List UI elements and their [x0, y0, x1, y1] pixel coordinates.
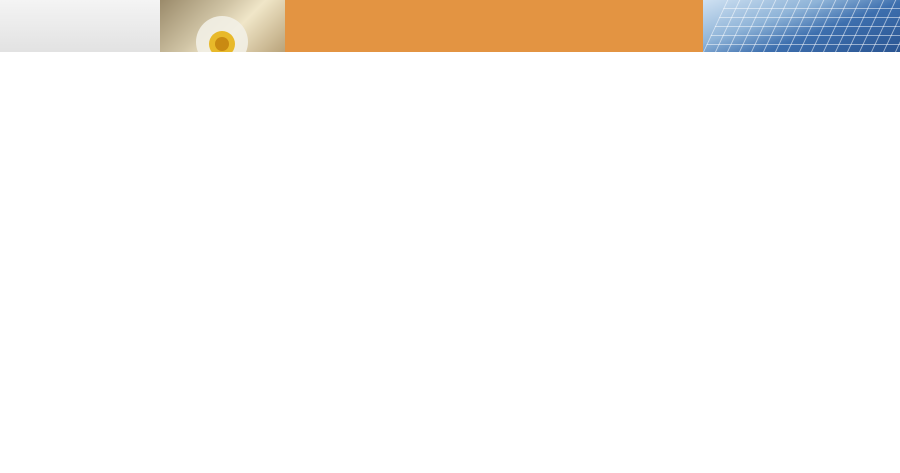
- banner-orange-band: [285, 0, 703, 52]
- banner-solar-panel-image: [703, 0, 900, 52]
- banner-left-panel: [0, 0, 160, 52]
- chart-iv-1kw: [18, 110, 280, 280]
- chart-iv-irradiance: [18, 300, 280, 466]
- banner-flower-image: [160, 0, 285, 52]
- header-banner: [0, 0, 900, 52]
